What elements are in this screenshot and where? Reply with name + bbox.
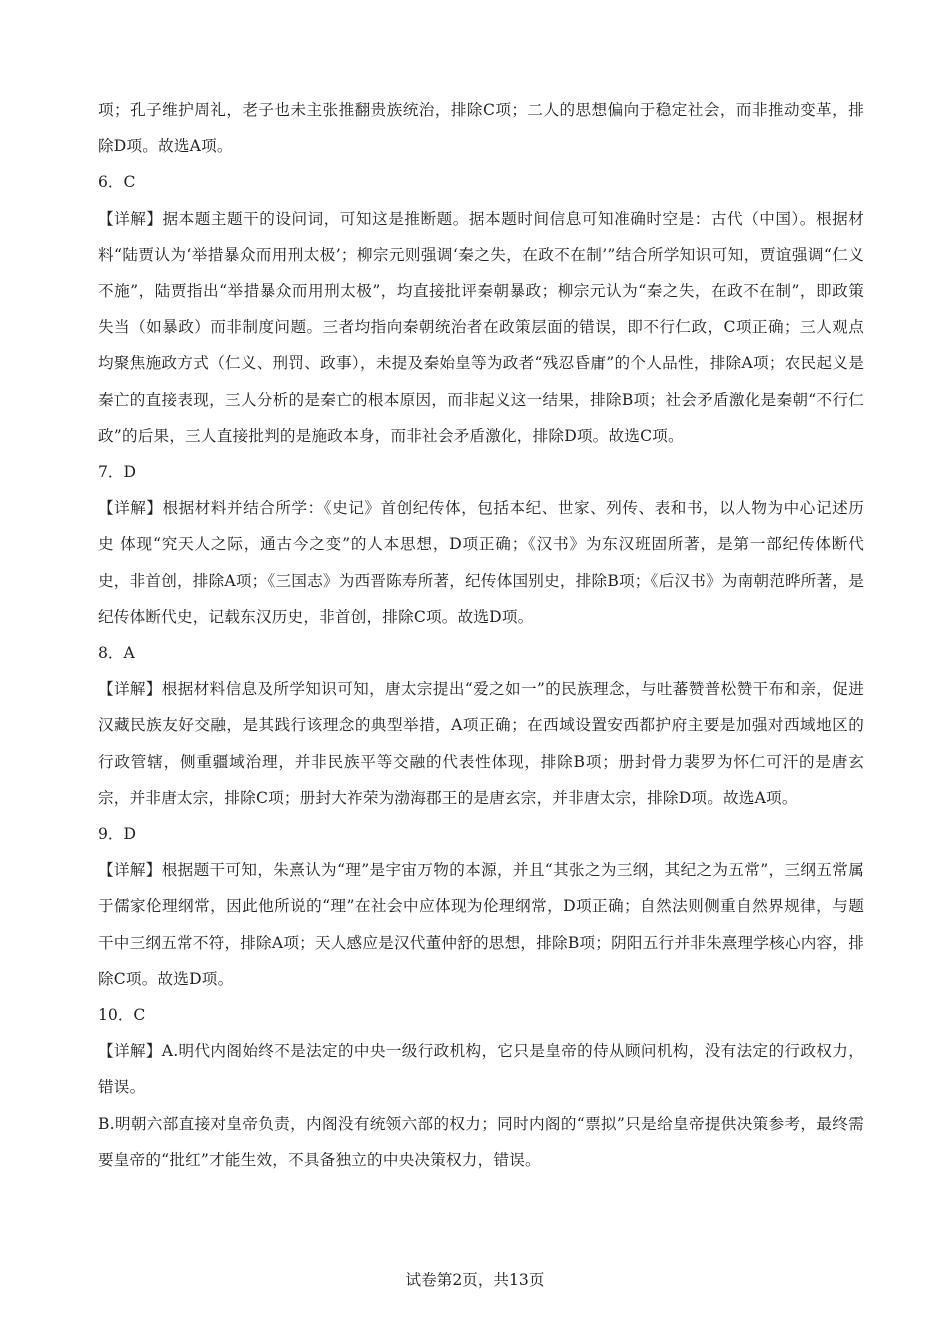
detail-6: 【详解】据本题主题干的设问词，可知这是推断题。据本题时间信息可知准确时空是：古代（中国）。根据材料“陆贾认为‘举措暴众而用刑太极’；柳宗元则强调‘秦之失，在政不在制’”结合所学知识可知，贾谊强调“仁义不施”，陆贾指出“举措暴众而用刑太极”，均直接批评秦朝暴政；柳宗元认为“秦之失，在政不在制”，即政策失当（如暴政）而非制度问题。三者均指向秦朝统治者在政策层面的错误，即不行仁政，C项正确；三人观点均聚焦施政方式（仁义、刑罚、政事），未提及秦始皇等为政者“残忍昏庸”的个人品性，排除A项；农民起义是秦亡的直接表现，三人分析的是秦亡的根本原因，而非起义这一结果，排除B项；社会矛盾激化是秦朝“不行仁政”的后果，三人直接批判的是施政本身，而非社会矛盾激化，排除D项。故选C项。 — [98, 209, 864, 445]
detail-10: 【详解】A.明代内阁始终不是法定的中央一级行政机构，它只是皇帝的侍从顾问机构，没有法定的行政权力，错误。 — [98, 1042, 864, 1097]
answer-7: 7．D — [98, 463, 137, 482]
detail-10-option-b: B.明朝六部直接对皇帝负责，内阁没有统领六部的权力；同时内阁的“票拟”只是给皇帝提供决策参考，最终需要皇帝的“批红”才能生效，不具备独立的中央决策权力，错误。 — [98, 1114, 864, 1169]
document-body — [98, 92, 864, 1178]
page-footer: 试卷第2页，共13页 — [405, 1271, 545, 1289]
detail-8: 【详解】根据材料信息及所学知识可知，唐太宗提出“爱之如一”的民族理念，与吐蕃赞普松赞干布和亲，促进汉藏民族友好交融，是其践行该理念的典型举措，A项正确；在西域设置安西都护府主要是加强对西域地区的行政管辖，侧重疆域治理，并非民族平等交融的代表性体现，排除B项；册封骨力裴罗为怀仁可汗的是唐玄宗，并非唐太宗，排除C项；册封大祚荣为渤海郡王的是唐玄宗，并非唐太宗，排除D项。故选A项。 — [98, 680, 864, 807]
answer-10: 10．C — [98, 1006, 146, 1025]
detail-7: 【详解】根据材料并结合所学：《史记》首创纪传体，包括本纪、世家、列传、表和书，以人物为中心记述历史 体现“究天人之际，通古今之变”的人本思想，D项正确；《汉书》为东汉班固所著，是第一部纪传体断代史，非首创，排除A项；《三国志》为西晋陈寿所著，纪传体国别史，排除B项；《后汉书》为南朝范晔所著，是纪传体断代史，记载东汉历史，非首创，排除C项。故选D项。 — [98, 499, 864, 626]
continuation-paragraph: 项；孔子维护周礼，老子也未主张推翻贵族统治，排除C项；二人的思想偏向于稳定社会，而非推动变革，排除D项。故选A项。 — [98, 101, 864, 156]
answer-8: 8．A — [98, 644, 135, 663]
answer-6: 6．C — [98, 173, 136, 192]
answer-9: 9．D — [98, 825, 137, 844]
detail-9: 【详解】根据题干可知，朱熹认为“理”是宇宙万物的本源，并且“其张之为三纲，其纪之为五常”，三纲五常属于儒家伦理纲常，因此他所说的“理”在社会中应体现为伦理纲常，D项正确；自然法则侧重自然界规律，与题干中三纲五常不符，排除A项；天人感应是汉代董仲舒的思想，排除B项；阴阳五行并非朱熹理学核心内容，排除C项。故选D项。 — [98, 861, 864, 988]
